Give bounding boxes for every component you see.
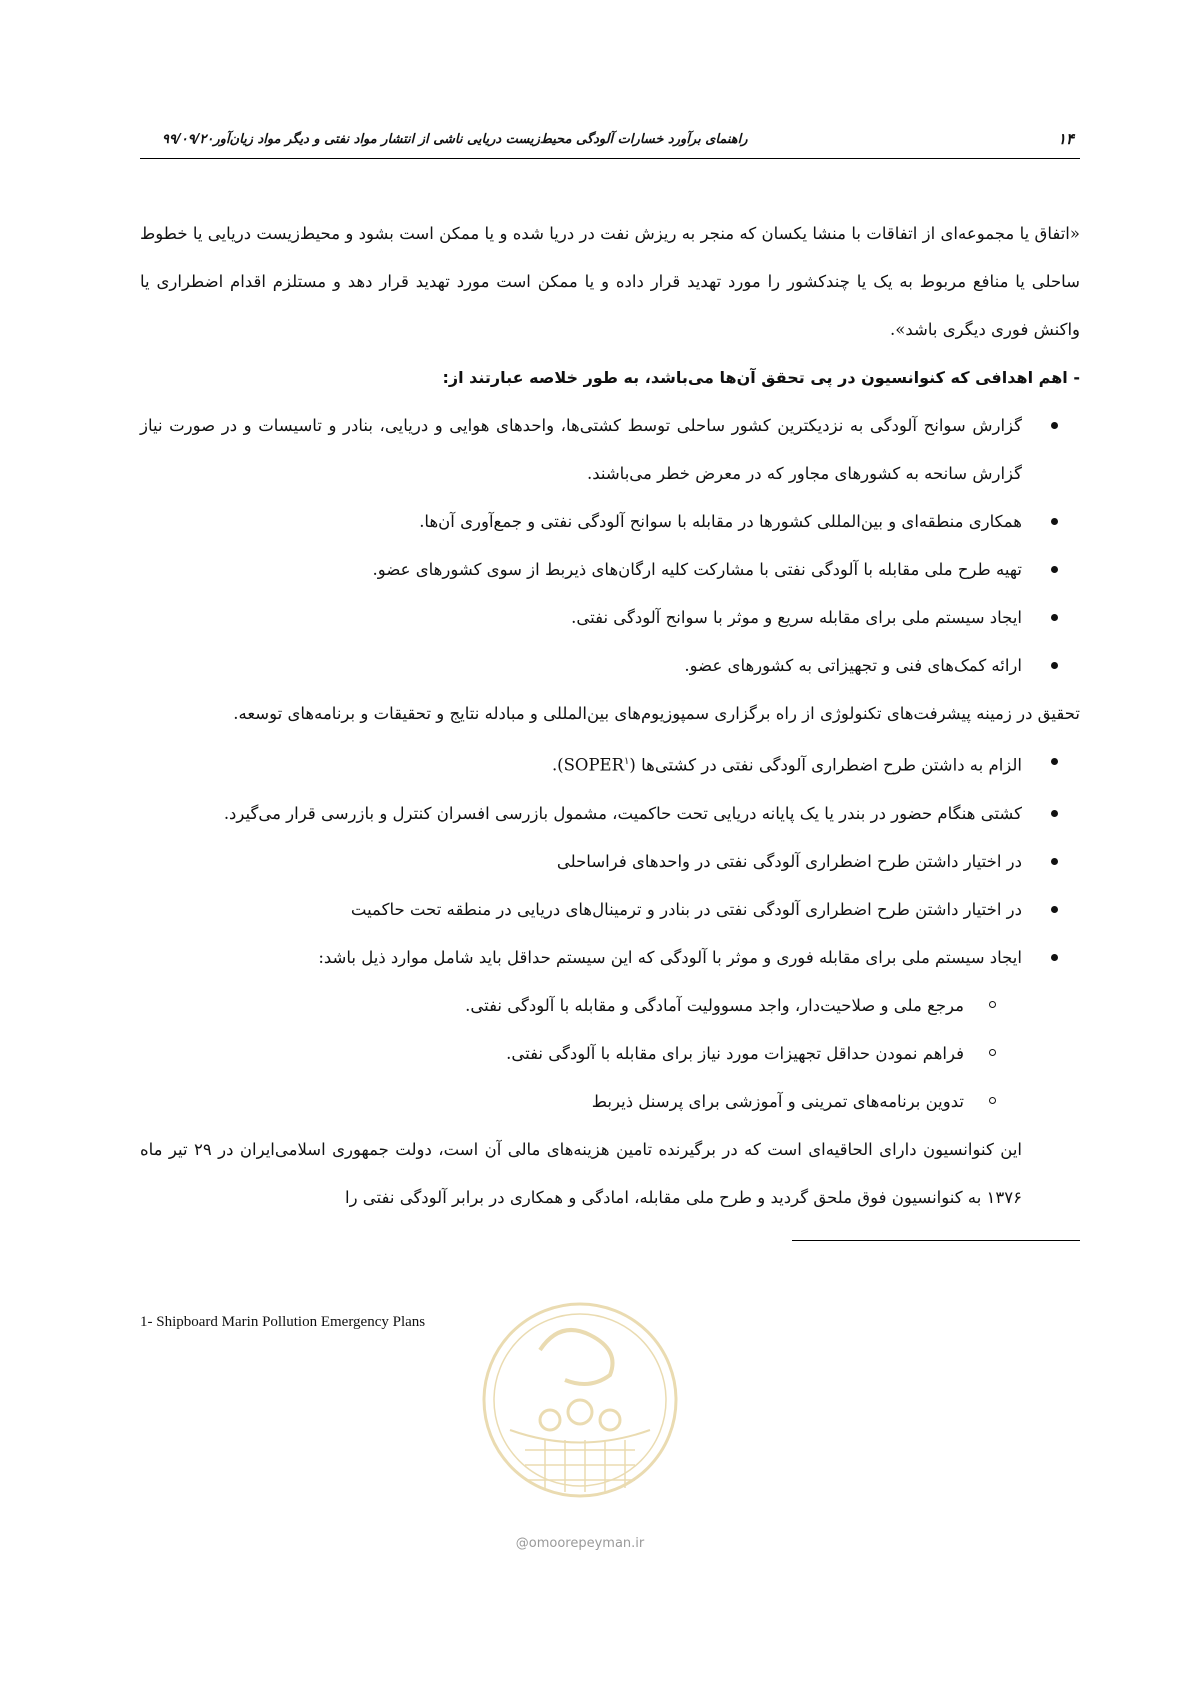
soper-end: ). — [551, 755, 564, 775]
sub-list — [140, 982, 1080, 1126]
sub-item-text: تدوین برنامه‌های تمرینی و آموزشی برای پرسنل ذیربط — [591, 1091, 964, 1111]
sub-item-text: مرجع ملی و صلاحیت‌دار، واجد مسوولیت آمادگی و مقابله با آلودگی نفتی. — [465, 995, 964, 1015]
list-item — [140, 934, 1080, 982]
sub-item-text: فراهم نمودن حداقل تجهیزات مورد نیاز برای مقابله با آلودگی نفتی. — [506, 1043, 964, 1063]
list-item — [140, 886, 1080, 934]
page-header — [140, 128, 1080, 159]
list-item-text: ارائه کمک‌های فنی و تجهیزاتی به کشورهای عضو. — [684, 656, 1022, 675]
list-item-text: کشتی هنگام حضور در بندر یا یک پایانه دریایی تحت حاکمیت، مشمول بازرسی افسران کنترل و بازرسی قرار می‌گیرد. — [223, 803, 1022, 823]
header-date: ۹۹/۰۹/۲۰ — [162, 132, 214, 147]
sub-list-item — [140, 982, 1080, 1030]
list-item — [140, 546, 1080, 594]
list-item-text: در اختیار داشتن طرح اضطراری آلودگی نفتی در بنادر و ترمینال‌های دریایی در منطقه تحت حاکمیت — [350, 899, 1022, 919]
list-item-text: همکاری منطقه‌ای و بین‌المللی کشورها در مقابله با سوانح آلودگی نفتی و جمع‌آوری آن‌ها. — [419, 512, 1022, 531]
watermark-logo-icon — [470, 1280, 690, 1530]
list-item — [140, 838, 1080, 886]
list-item — [140, 738, 1080, 790]
footnote: 1- Shipboard Marin Pollution Emergency Plans — [140, 1314, 426, 1330]
bullet-icon — [1051, 810, 1058, 817]
list-item-text: گزارش سوانح آلودگی به نزدیکترین کشور ساحلی توسط کشتی‌ها، واحدهای هوایی و دریایی، بنادر و تاسیسات و در صورت نیاز گزارش سانحه به کشورهای مجاور که در معرض خطر می‌باشند. — [140, 416, 1022, 483]
objectives-list-continued — [140, 738, 1080, 982]
running-title — [140, 132, 748, 147]
list-item — [140, 790, 1080, 838]
document-body — [140, 210, 1080, 1222]
circle-bullet-icon — [989, 1097, 996, 1104]
bullet-icon — [1051, 614, 1058, 621]
header-title-text: راهنمای برآورد خسارات آلودگی محیط‌زیست دریایی ناشی از انتشار مواد نفتی و دیگر مواد زیان‌آور — [213, 132, 748, 147]
research-paragraph: تحقیق در زمینه پیشرفت‌های تکنولوژی از راه برگزاری سمپوزیوم‌های بین‌المللی و مبادله نتایج و تحقیقات و برنامه‌های توسعه. — [233, 704, 1080, 723]
sub-list-item — [140, 1030, 1080, 1078]
objectives-list — [140, 402, 1080, 690]
soper-text: الزام به داشتن طرح اضطراری آلودگی نفتی در کشتی‌ها (SOPER — [563, 755, 1022, 775]
bullet-icon — [1051, 906, 1058, 913]
list-item — [140, 642, 1080, 690]
list-item-text: ایجاد سیستم ملی برای مقابله فوری و موثر با آلودگی که این سیستم حداقل باید شامل موارد ذیل باشد: — [318, 947, 1022, 967]
bullet-icon — [1051, 758, 1058, 765]
bullet-icon — [1051, 518, 1058, 525]
list-item-text: در اختیار داشتن طرح اضطراری آلودگی نفتی در واحدهای فراساحلی — [556, 851, 1022, 871]
bullet-icon — [1051, 662, 1058, 669]
closing-paragraph: این کنوانسیون دارای الحاقیه‌ای است که در برگیرنده تامین هزینه‌های مالی آن است، دولت جمهوری اسلامی‌ایران در ۲۹ تیر ماه ۱۳۷۶ به کنوانسیون فوق ملحق گردید و طرح ملی مقابله، امادگی و همکاری در برابر آلودگی نفتی را — [140, 1139, 1022, 1207]
bullet-icon — [1051, 566, 1058, 573]
list-item-text: ایجاد سیستم ملی برای مقابله سریع و موثر با سوانح آلودگی نفتی. — [571, 608, 1022, 627]
list-item — [140, 402, 1080, 498]
list-item — [140, 594, 1080, 642]
intro-paragraph: «اتفاق یا مجموعه‌ای از اتفاقات با منشا یکسان که منجر به ریزش نفت در دریا شده و یا ممکن است بشود و محیط‌زیست دریایی یا خطوط ساحلی یا منافع مربوط به یک یا چندکشور را مورد تهدید قرار داده و یا ممکن است مورد تهدید قرار دهد و مستلزم اقدام اضطراری یا واکنش فوری دیگری باشد». — [140, 224, 1080, 339]
bullet-icon — [1051, 858, 1058, 865]
list-item-text: تهیه طرح ملی مقابله با آلودگی نفتی با مشارکت کلیه ارگان‌های ذیربط از سوی کشورهای عضو. — [372, 560, 1022, 579]
bullet-icon — [1051, 422, 1058, 429]
section-heading: - اهم اهدافی که کنوانسیون در پی تحقق آن‌ها می‌باشد، به طور خلاصه عبارتند از: — [442, 368, 1080, 387]
watermark-url: @omoorepeyman.ir — [515, 1536, 645, 1551]
footnote-divider — [792, 1240, 1080, 1241]
circle-bullet-icon — [989, 1049, 996, 1056]
sub-list-item — [140, 1078, 1080, 1126]
circle-bullet-icon — [989, 1001, 996, 1008]
footnote-ref: ۱ — [624, 756, 630, 767]
bullet-icon — [1051, 954, 1058, 961]
page-number: ۱۴ — [1057, 130, 1074, 148]
list-item — [140, 498, 1080, 546]
